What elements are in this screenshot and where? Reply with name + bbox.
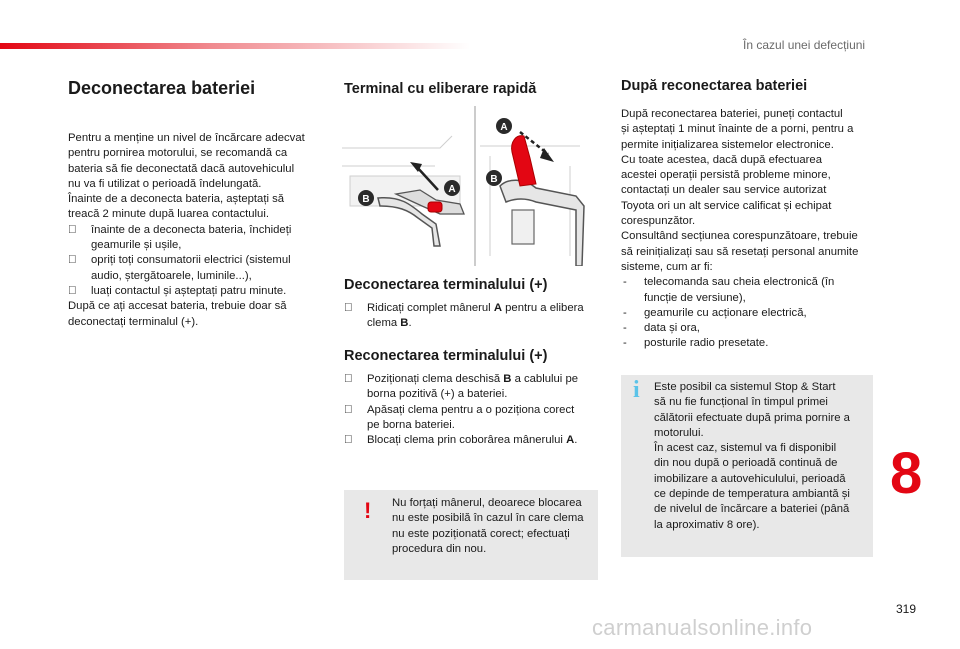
list-item [621,321,881,336]
reconnect-steps [344,372,602,448]
label-a-left [444,180,460,196]
svg-text:B: B [362,194,370,205]
watermark: carmanualsonline.info [592,615,813,640]
text-line: În acest caz, sistemul va fi disponibil [654,442,837,455]
text-line: călătorii efectuate după prima pornire a [654,411,850,424]
list-item [68,223,328,254]
text-line: la aproximativ 8 ore). [654,518,760,531]
text-line: Cu toate acestea, dacă după efectuarea [621,153,822,166]
bullet-icon [344,372,352,387]
list-item: Apăsați clema pentru a o poziționa corect pe borna bateriei. [344,403,602,434]
list-item-text: luați contactul și așteptați patru minute. [91,284,287,297]
text-line: motorului. [654,426,704,439]
list-item [621,336,881,351]
text-line: nu va fi utilizat o perioadă îndelungată. [68,177,262,190]
list-item-text: opriți toți consumatorii electrici (sistemul [91,254,291,267]
list-item-text: geamurile cu acționare electrică, [644,306,807,319]
list-item: Poziționați clema deschisă B a cablului pe borna pozitivă (+) a bateriei. [344,372,602,403]
text-line: nu este posibilă în cazul în care clema [392,512,584,525]
info-box [621,375,873,557]
battery-terminal-diagram [340,106,600,266]
warning-icon: ! [364,498,372,523]
reconnect-title: Reconectarea terminalului (+) [344,348,548,364]
page-title: Deconectarea bateriei [68,78,256,98]
list-item [621,275,881,306]
text-line: Înainte de a deconecta bateria, așteptați să [68,193,285,206]
text-line: procedura din nou. [392,542,487,555]
bullet-icon: - [623,322,627,335]
bullet-icon [344,433,352,448]
text-line: de nivelul de încărcare a bateriei (până [654,503,850,516]
section-title: În cazul unei defecțiuni [743,38,866,52]
list-item [621,306,881,321]
svg-text:B: B [490,174,498,185]
bullet-icon [344,301,352,316]
label-a-right [496,118,512,134]
list-item-text: funcție de versiune), [644,291,746,304]
list-item [68,284,328,299]
list-item: Ridicați complet mânerul A pentru a elibera clema B. [344,301,602,332]
text-line: bateria să fie deconectată dacă autovehiculul [68,162,295,175]
text-line: Consultând secțiunea corespunzătoare, trebuie [621,230,858,243]
text-line: treacă 2 minute după luarea contactului. [68,208,269,221]
quick-release-title: Terminal cu eliberare rapidă [344,81,537,97]
list-item-text: geamurile și ușile, [91,239,182,252]
bullet-icon: - [623,337,627,350]
info-text [654,380,870,533]
text-line: din nou după o perioadă continuă de [654,457,838,470]
list-item: Blocați clema prin coborârea mânerului A. [344,433,602,448]
bullet-icon: - [623,276,627,289]
col3-body [621,107,881,352]
bullet-icon [68,223,76,238]
warning-text [392,496,592,557]
bullet-icon [68,253,76,268]
text-line: permite inițializarea sistemelor electronice. [621,138,834,151]
col1-body [68,131,328,330]
list-item-text: audio, ștergătoarele, luminile...), [91,269,252,282]
text-line: corespunzător. [621,215,696,228]
label-b-left [358,190,374,206]
svg-text:A: A [448,184,456,195]
bullet-icon [68,284,76,299]
disconnect-title: Deconectarea terminalului (+) [344,277,548,293]
text-line: După reconectarea bateriei, puneți contactul [621,108,843,120]
text-line: Este posibil ca sistemul Stop & Start [654,381,836,393]
text-line: și așteptați 1 minut înainte de a porni, pentru a [621,123,854,136]
bullet-icon [344,403,352,418]
after-reconnect-title: După reconectarea bateriei [621,78,808,94]
text-line: sisteme, cum ar fi: [621,260,713,273]
text-line: contactați un dealer sau service autorizat [621,184,827,197]
text-line: acestei operații persistă probleme minore, [621,169,831,182]
page-number: 319 [896,602,917,616]
bullet-icon: - [623,306,627,319]
text-line: ce depinde de temperatura ambiantă și [654,488,850,501]
svg-text:A: A [500,122,508,133]
label-b-right [486,170,502,186]
chapter-number: 8 [890,441,923,506]
disconnect-steps [344,301,602,332]
text-line: să nu fie funcțional în timpul primei [654,396,828,409]
list-item [68,253,328,284]
text-line: Toyota ori un alt service calificat și echipat [621,199,832,212]
list-item-text: telecomanda sau cheia electronică (în [644,276,835,289]
text-line: După ce ați accesat bateria, trebuie doar să [68,300,287,313]
list-item-text: data și ora, [644,322,700,335]
text-line: Nu forțați mânerul, deoarece blocarea [392,497,582,509]
warning-box [344,490,598,580]
header-accent-bar [0,43,470,49]
list-item-text: posturile radio presetate. [644,337,769,350]
text-line: pentru pornirea motorului, se recomandă ca [68,147,288,160]
text-line: să reinițializați sau să resetați personal anumite [621,245,859,258]
list-item-text: înainte de a deconecta bateria, închideți [91,223,292,236]
text-line: imobilizare a autovehiculului, perioadă [654,472,846,485]
text-line: deconectați terminalul (+). [68,315,199,328]
text-line: Pentru a menține un nivel de încărcare adecvat [68,132,305,144]
text-line: nu este poziționată corect; efectuați [392,527,570,540]
info-icon: i [633,377,640,403]
